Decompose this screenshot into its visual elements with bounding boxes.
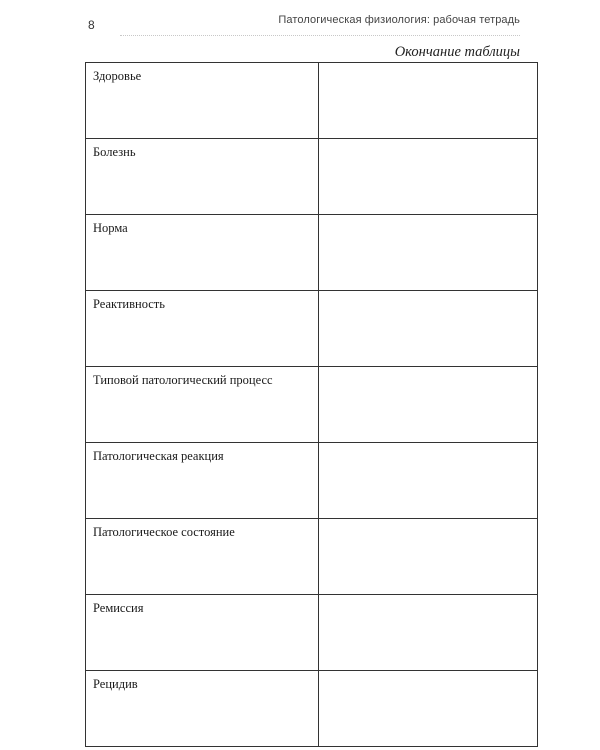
term-cell: Реактивность	[86, 291, 319, 367]
table-row	[86, 291, 538, 367]
table-row	[86, 215, 538, 291]
term-cell: Норма	[86, 215, 319, 291]
table-row	[86, 519, 538, 595]
answer-cell[interactable]	[319, 63, 538, 139]
term-cell: Ремиссия	[86, 595, 319, 671]
answer-cell[interactable]	[319, 291, 538, 367]
table-row	[86, 595, 538, 671]
term-cell: Типовой патологический процесс	[86, 367, 319, 443]
answer-cell[interactable]	[319, 443, 538, 519]
table-row	[86, 139, 538, 215]
definitions-table	[85, 62, 538, 747]
term-cell: Патологическая реакция	[86, 443, 319, 519]
table-row	[86, 671, 538, 747]
term-cell: Патологическое состояние	[86, 519, 319, 595]
term-cell: Рецидив	[86, 671, 319, 747]
answer-cell[interactable]	[319, 367, 538, 443]
answer-cell[interactable]	[319, 215, 538, 291]
answer-cell[interactable]	[319, 139, 538, 215]
term-cell: Болезнь	[86, 139, 319, 215]
running-header: Патологическая физиология: рабочая тетрадь	[278, 14, 520, 26]
page-number: 8	[88, 18, 95, 32]
answer-cell[interactable]	[319, 671, 538, 747]
table-row	[86, 63, 538, 139]
answer-cell[interactable]	[319, 519, 538, 595]
answer-cell[interactable]	[319, 595, 538, 671]
table-row	[86, 367, 538, 443]
table-row	[86, 443, 538, 519]
header-rule	[120, 35, 520, 36]
table-caption: Окончание таблицы	[394, 44, 520, 60]
term-cell: Здоровье	[86, 63, 319, 139]
